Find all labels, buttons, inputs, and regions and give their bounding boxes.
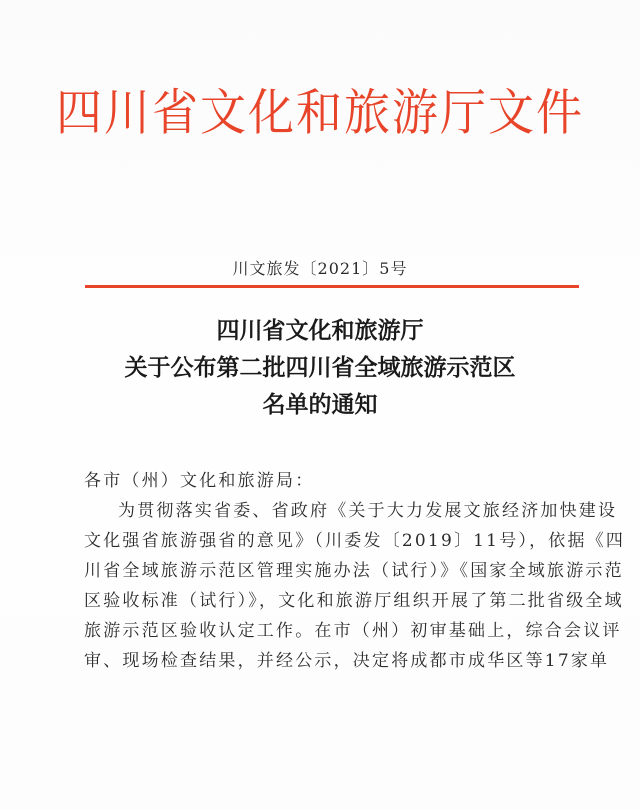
salutation: 各市（州）文化和旅游局： (84, 471, 315, 491)
body-line-6: 审、现场检查结果，并经公示，决定将成都市成华区等17家单 (84, 651, 610, 671)
body-line-3: 川省全域旅游示范区管理实施办法（试行）》《国家全域旅游示范 (84, 561, 624, 581)
document-number: 川文旅发〔2021〕5号 (232, 259, 408, 278)
title-line-1: 四川省文化和旅游厅 (216, 317, 424, 344)
red-divider-rule (85, 285, 579, 288)
masthead-title: 四川省文化和旅游厅文件 (56, 82, 584, 142)
body-line-1: 为贯彻落实省委、省政府《关于大力发展文旅经济加快建设 (118, 501, 618, 521)
body-line-4: 区验收标准（试行）》，文化和旅游厅组织开展了第二批省级全域 (84, 591, 624, 611)
document-body (84, 466, 626, 676)
body-line-5: 旅游示范区验收认定工作。在市（州）初审基础上，综合会议评 (84, 621, 622, 641)
document-title (0, 312, 640, 423)
title-line-3: 名单的通知 (262, 391, 378, 418)
title-line-2: 关于公布第二批四川省全域旅游示范区 (124, 354, 516, 381)
body-line-2: 文化强省旅游强省的意见》（川委发〔2019〕11号），依据《四 (84, 531, 626, 551)
